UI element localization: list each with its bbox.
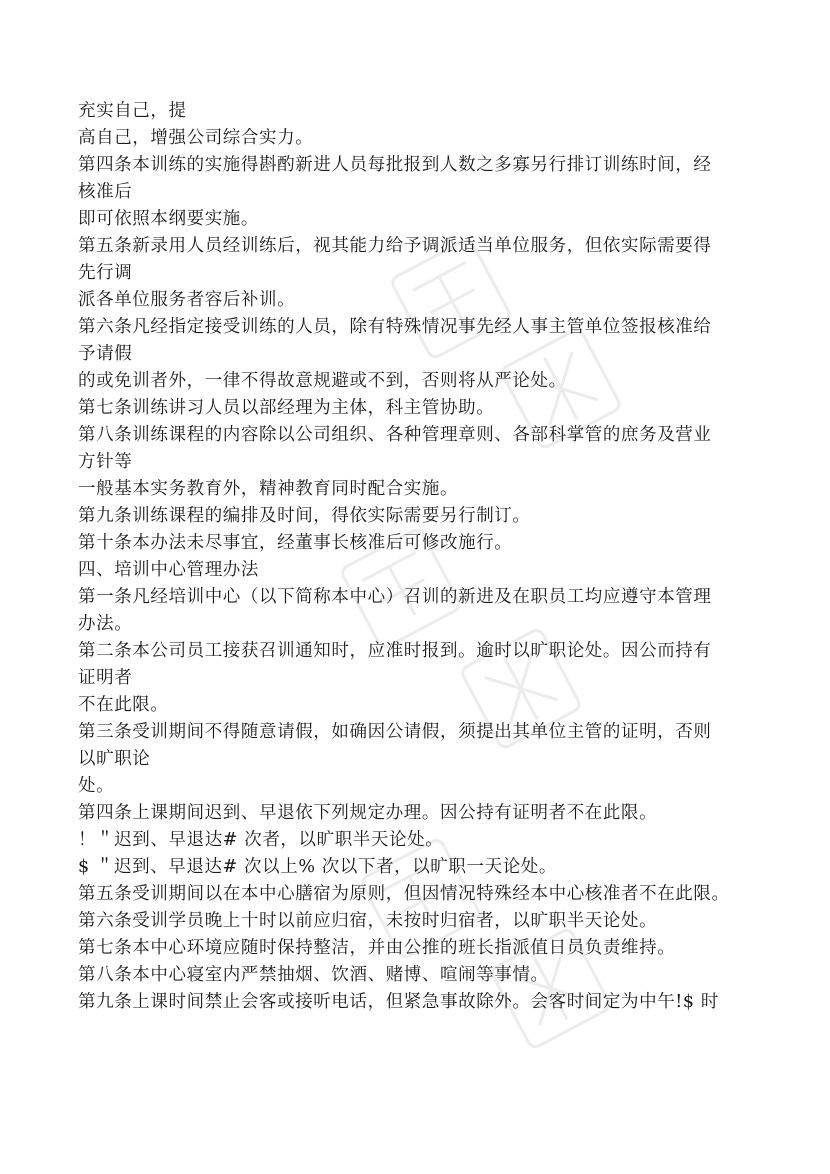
text-line: $ ＂迟到、早退达# 次以上% 次以下者，以旷职一天论处。 bbox=[78, 857, 558, 877]
text-line: 以旷职论 bbox=[78, 749, 151, 769]
text-line: 办法。 bbox=[78, 614, 133, 634]
section-heading: 四、培训中心管理办法 bbox=[78, 560, 259, 580]
text-line: 第三条受训期间不得随意请假，如确因公请假，须提出其单位主管的证明，否则 bbox=[78, 722, 712, 742]
text-line: 证明者 bbox=[78, 668, 133, 688]
text-line: 派各单位服务者容后补训。 bbox=[78, 290, 296, 310]
text-line: 第九条训练课程的编排及时间，得依实际需要另行制订。 bbox=[78, 506, 531, 526]
text-line: 第六条受训学员晚上十时以前应归宿，未按时归宿者，以旷职半天论处。 bbox=[78, 911, 658, 931]
text-line: 第一条凡经培训中心（以下简称本中心）召训的新进及在职员工均应遵守本管理 bbox=[78, 587, 712, 607]
text-line: 第八条本中心寝室内严禁抽烟、饮酒、赌博、喧闹等事情。 bbox=[78, 965, 549, 985]
document-body bbox=[78, 98, 768, 1016]
text-line: 方针等 bbox=[78, 452, 133, 472]
text-line: 第五条受训期间以在本中心膳宿为原则，但因情况特殊经本中心核准者不在此限。 bbox=[78, 884, 730, 904]
text-line: 处。 bbox=[78, 776, 115, 796]
text-line: 核准后 bbox=[78, 182, 133, 202]
text-line: 第九条上课时间禁止会客或接听电话，但紧急事故除外。会客时间定为中午!$ 时 bbox=[78, 992, 719, 1012]
text-line: 予请假 bbox=[78, 344, 133, 364]
text-line: 即可依照本纲要实施。 bbox=[78, 209, 259, 229]
text-line: 第八条训练课程的内容除以公司组织、各种管理章则、各部科掌管的庶务及营业 bbox=[78, 425, 712, 445]
text-line: 第五条新录用人员经训练后，视其能力给予调派适当单位服务，但依实际需要得 bbox=[78, 236, 712, 256]
text-line: 第七条本中心环境应随时保持整洁，并由公推的班长指派值日员负责维持。 bbox=[78, 938, 676, 958]
text-line: 第二条本公司员工接获召训通知时，应准时报到。逾时以旷职论处。因公而持有 bbox=[78, 641, 712, 661]
text-line: 一般基本实务教育外，精神教育同时配合实施。 bbox=[78, 479, 459, 499]
text-line: 第四条本训练的实施得斟酌新进人员每批报到人数之多寡另行排订训练时间，经 bbox=[78, 155, 712, 175]
text-line: 充实自己，提 bbox=[78, 101, 187, 121]
text-line: 的或免训者外，一律不得故意规避或不到，否则将从严论处。 bbox=[78, 371, 567, 391]
text-line: 先行调 bbox=[78, 263, 133, 283]
text-line: 第四条上课期间迟到、早退依下列规定办理。因公持有证明者不在此限。 bbox=[78, 803, 658, 823]
text-line: ！＂迟到、早退达# 次者，以旷职半天论处。 bbox=[78, 830, 444, 850]
text-line: 不在此限。 bbox=[78, 695, 169, 715]
text-line: 第六条凡经指定接受训练的人员，除有特殊情况事先经人事主管单位签报核准给 bbox=[78, 317, 712, 337]
text-line: 高自己，增强公司综合实力。 bbox=[78, 128, 314, 148]
text-line: 第七条训练讲习人员以部经理为主体，科主管协助。 bbox=[78, 398, 495, 418]
text-line: 第十条本办法未尽事宜，经董事长核准后可修改施行。 bbox=[78, 533, 513, 553]
